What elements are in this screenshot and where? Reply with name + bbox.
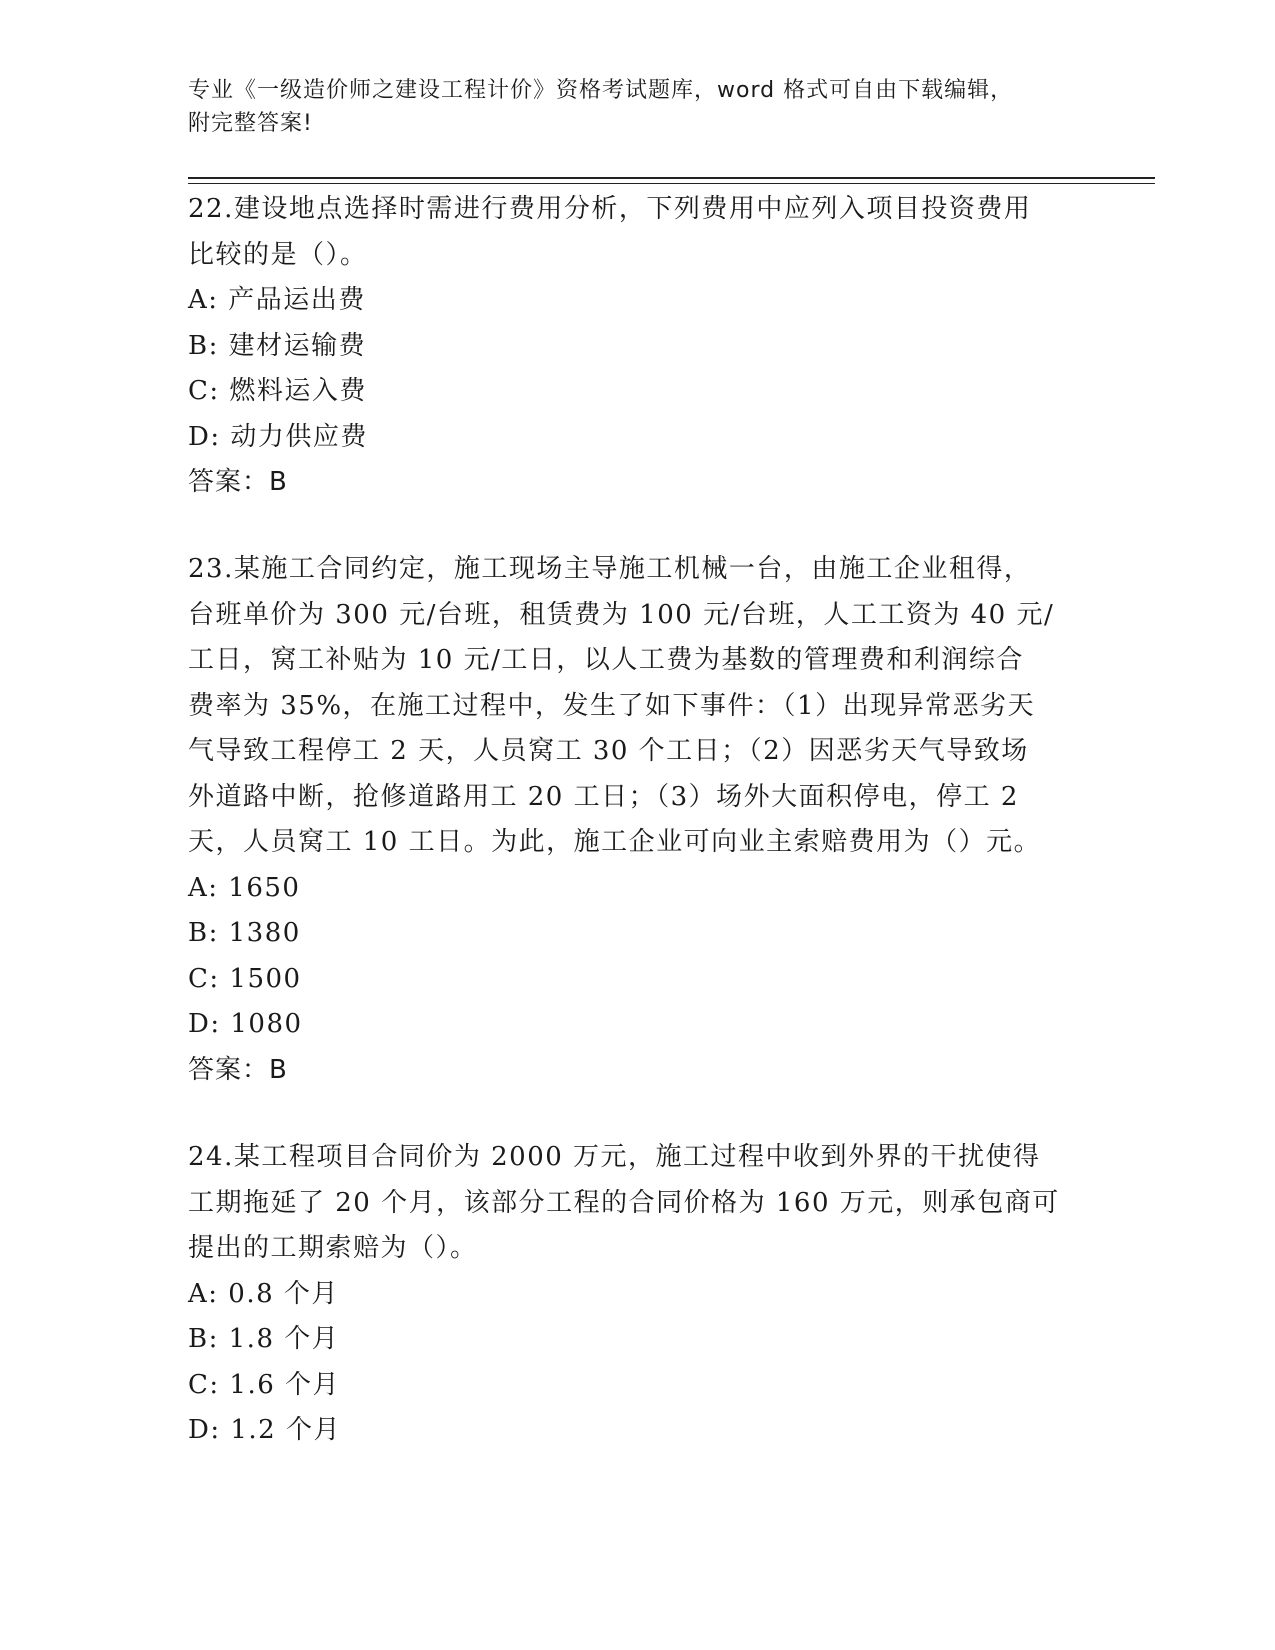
question-stem-line: 台班单价为 300 元/台班，租赁费为 100 元/台班，人工工资为 40 元/	[188, 599, 1055, 630]
option-d: D: 1.2 个月	[188, 1415, 341, 1445]
document-header	[188, 74, 1088, 140]
answer-line: 答案：B	[188, 467, 288, 497]
option-d: D: 动力供应费	[188, 421, 368, 452]
question-stem-line: 24.某工程项目合同价为 2000 万元，施工过程中收到外界的干扰使得	[188, 1142, 1041, 1172]
question-stem-line: 外道路中断，抢修道路用工 20 工日；（3）场外大面积停电，停工 2	[188, 781, 1019, 812]
option-b: B: 1380	[188, 918, 301, 948]
header-divider-thick	[188, 177, 1155, 179]
header-divider-thin	[188, 183, 1155, 184]
option-a: A: 产品运出费	[188, 285, 366, 315]
option-b: B: 建材运输费	[188, 330, 367, 361]
option-d: D: 1080	[188, 1009, 303, 1039]
question-22	[188, 187, 1088, 506]
question-stem-line: 气导致工程停工 2 天，人员窝工 30 个工日；（2）因恶劣天气导致场	[188, 736, 1029, 766]
header-line-1: 专业《一级造价师之建设工程计价》资格考试题库，word 格式可自由下载编辑，	[188, 78, 1014, 103]
header-line-2: 附完整答案!	[188, 111, 313, 136]
question-stem-line: 天，人员窝工 10 工日。为此，施工企业可向业主索赔费用为（）元。	[188, 827, 1042, 857]
question-stem-line: 提出的工期索赔为（）。	[188, 1233, 478, 1263]
question-24	[188, 1135, 1088, 1454]
option-c: C: 1.6 个月	[188, 1369, 341, 1400]
question-stem-line: 23.某施工合同约定，施工现场主导施工机械一台，由施工企业租得，	[188, 554, 1032, 584]
option-c: C: 燃料运入费	[188, 376, 367, 406]
question-stem-line: 费率为 35%，在施工过程中，发生了如下事件：（1）出现异常恶劣天	[188, 690, 1036, 721]
question-23	[188, 547, 1088, 1093]
option-c: C: 1500	[188, 963, 302, 994]
option-a: A: 0.8 个月	[188, 1278, 339, 1309]
answer-line: 答案：B	[188, 1054, 288, 1085]
question-stem-line: 工期拖延了 20 个月，该部分工程的合同价格为 160 万元，则承包商可	[188, 1187, 1060, 1218]
option-a: A: 1650	[188, 872, 301, 903]
option-b: B: 1.8 个月	[188, 1324, 340, 1354]
question-stem-line: 工日，窝工补贴为 10 元/工日，以人工费为基数的管理费和利润综合	[188, 645, 1024, 675]
question-stem-line: 比较的是（）。	[188, 239, 368, 270]
question-stem-line: 22.建设地点选择时需进行费用分析，下列费用中应列入项目投资费用	[188, 194, 1032, 224]
